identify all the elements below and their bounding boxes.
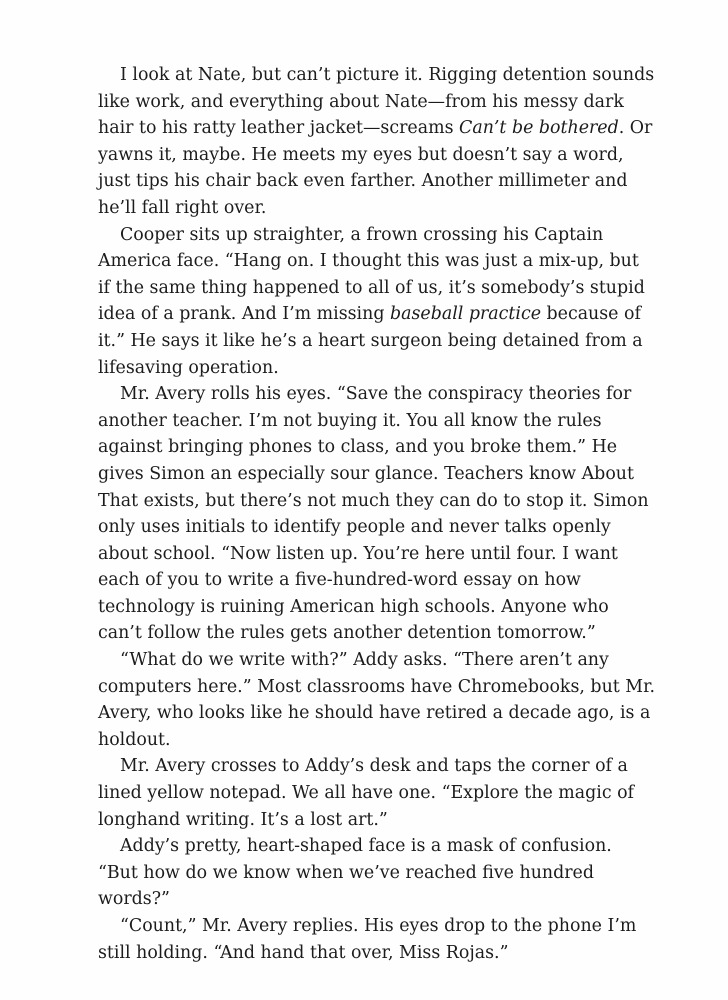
text-run: Mr. Avery crosses to Addy’s desk and taps the corner of a lined yellow notepad. We all have one. “Explore the magic of longhand writing. It’s a lost art.” [98,756,634,830]
text-run: “What do we write with?” Addy asks. “There aren’t any computers here.” Most classrooms have Chromebooks, but Mr. Avery, who looks like he should have retired a decade ago, is a holdout. [98,650,656,750]
page-text [98,62,656,966]
italic-text: Can’t be bothered [459,118,619,139]
paragraph [98,222,656,382]
text-run: I look at Nate, but can’t picture it. Rigging detention sounds like work, and everything about Nate—from his messy dark hair to his ratty leather jacket—screams [98,65,655,139]
text-run: “Count,” Mr. Avery replies. His eyes drop to the phone I’m still holding. “And hand that over, Miss Rojas.” [98,916,637,963]
paragraph [98,913,656,966]
text-run: Cooper sits up straighter, a frown crossing his Captain America face. “Hang on. I thought this was just a mix-up, but if the same thing happened to all of us, it’s somebody’s stupid idea of a prank. And I’m missing [98,224,645,325]
text-run: because of it.” He says it like he’s a heart surgeon being detained from a lifesaving operation. [98,304,643,378]
paragraph [98,62,656,222]
italic-text: baseball practice [389,304,541,325]
paragraph [98,753,656,833]
text-run: . Or yawns it, maybe. He meets my eyes but doesn’t say a word, just tips his chair back even farther. Another millimeter and he’ll fall right over. [98,118,653,218]
text-run: Mr. Avery rolls his eyes. “Save the conspiracy theories for another teacher. I’m not buying it. You all know the rules against bringing phones to class, and you broke them.” He gives Simon an especially sour glance. Teachers know About That exists, but there’s not much they can do to stop it. Simon only uses initials to identify people and never talks openly about school. “Now listen up. You’re here until four. I want each of you to write a five-hundred-word essay on how technology is ruining American high schools. Anyone who can’t follow the rules gets another detention tomorrow.” [98,384,649,644]
paragraph [98,381,656,647]
text-run: Addy’s pretty, heart-shaped face is a mask of confusion. “But how do we know when we’ve reached five hundred words?” [98,836,612,910]
paragraph [98,833,656,913]
paragraph [98,647,656,753]
